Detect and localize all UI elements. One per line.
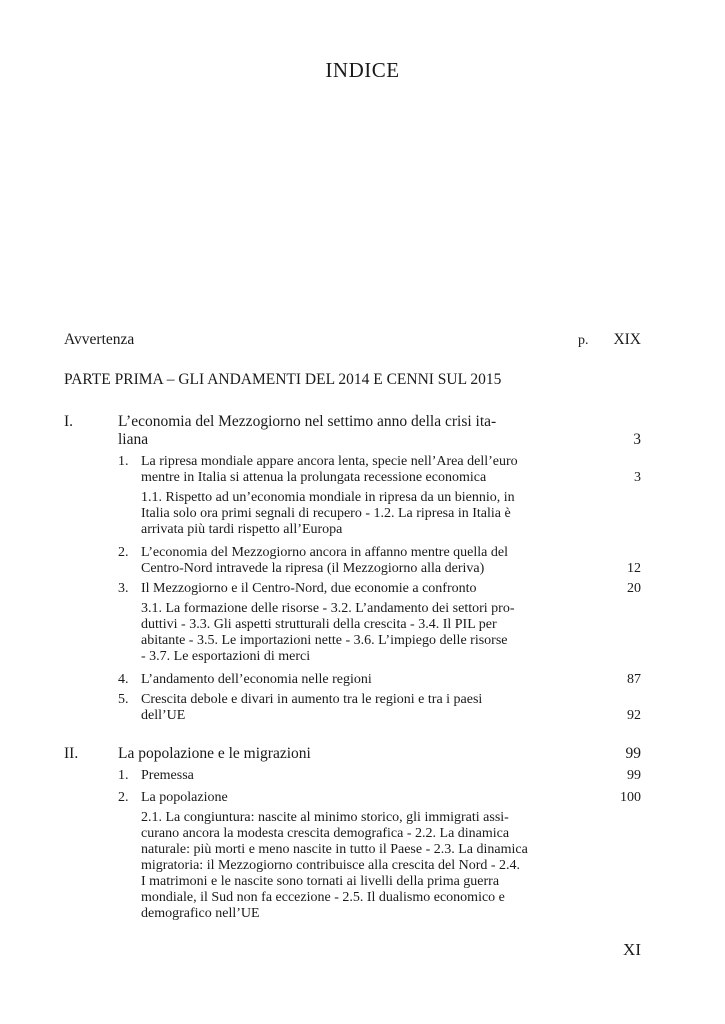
section-page: 12 (627, 561, 641, 576)
subsection-line: migratoria: il Mezzogiorno contribuisce alla crescita del Nord - 2.4. (141, 858, 521, 873)
chapter-title-line: La popolazione e le migrazioni (118, 745, 311, 762)
subsection-line: I matrimoni e le nascite sono tornati ai livelli della prima guerra (141, 874, 500, 889)
section-number: 2. (118, 545, 129, 560)
section-number: 2. (118, 790, 129, 805)
subsection-line: duttivi - 3.3. Gli aspetti strutturali della crescita - 3.4. Il PIL per (141, 617, 497, 632)
section-number: 1. (118, 768, 129, 783)
section-number: 4. (118, 672, 129, 687)
section-title-line: Centro-Nord intravede la ripresa (il Mezzogiorno alla deriva) (141, 561, 485, 576)
subsection-line: 1.1. Rispetto ad un’economia mondiale in ripresa da un biennio, in (141, 490, 515, 505)
page-title: INDICE (325, 58, 400, 82)
subsection-line: arrivata più tardi rispetto all’Europa (141, 522, 343, 537)
section-title-line: La ripresa mondiale appare ancora lenta, specie nell’Area dell’euro (141, 454, 518, 469)
avvertenza-label: Avvertenza (64, 331, 135, 348)
chapter-number: I. (64, 413, 74, 430)
section-page: 87 (627, 672, 641, 687)
section-page: 100 (620, 790, 641, 805)
section-title-line: mentre in Italia si attenua la prolungata recessione economica (141, 470, 487, 485)
subsection-line: mondiale, il Sud non fa eccezione - 2.5. Il dualismo economico e (141, 890, 505, 905)
chapter-page: 3 (633, 431, 641, 448)
part-title: PARTE PRIMA – GLI ANDAMENTI DEL 2014 E CENNI SUL 2015 (64, 371, 502, 388)
section-page: 3 (634, 470, 641, 485)
section-title-line: dell’UE (141, 708, 186, 723)
section-title-line: Crescita debole e divari in aumento tra le regioni e tra i paesi (141, 692, 483, 707)
section-title-line: L’economia del Mezzogiorno ancora in affanno mentre quella del (141, 545, 508, 560)
section-page: 20 (627, 581, 641, 596)
subsection-line: curano ancora la modesta crescita demografica - 2.2. La dinamica (141, 826, 510, 841)
section-number: 1. (118, 454, 129, 469)
subsection-line: abitante - 3.5. Le importazioni nette - 3.6. L’impiego delle risorse (141, 633, 508, 648)
subsection-line: demografico nell’UE (141, 906, 260, 921)
chapter-title-line: L’economia del Mezzogiorno nel settimo anno della crisi ita- (118, 413, 497, 430)
section-title-line: Il Mezzogiorno e il Centro-Nord, due economie a confronto (141, 581, 477, 596)
subsection-line: - 3.7. Le esportazioni di merci (141, 649, 311, 664)
section-number: 5. (118, 692, 129, 707)
subsection-line: naturale: più morti e meno nascite in tutto il Paese - 2.3. La dinamica (141, 842, 528, 857)
subsection-line: 3.1. La formazione delle risorse - 3.2. L’andamento dei settori pro- (141, 601, 515, 616)
section-page: 92 (627, 708, 641, 723)
section-page: 99 (627, 768, 641, 783)
chapter-number: II. (64, 745, 79, 762)
subsection-line: Italia solo ora primi segnali di recupero - 1.2. La ripresa in Italia è (141, 506, 511, 521)
avvertenza-page: XIX (613, 331, 641, 348)
section-title-line: Premessa (141, 768, 194, 783)
page-marker: p. (578, 333, 589, 348)
page-folio: XI (623, 940, 641, 959)
chapter-page: 99 (625, 745, 641, 762)
chapter-title-line: liana (118, 431, 149, 448)
subsection-line: 2.1. La congiuntura: nascite al minimo storico, gli immigrati assi- (141, 810, 509, 825)
section-number: 3. (118, 581, 129, 596)
section-title-line: L’andamento dell’economia nelle regioni (141, 672, 372, 687)
section-title-line: La popolazione (141, 790, 228, 805)
